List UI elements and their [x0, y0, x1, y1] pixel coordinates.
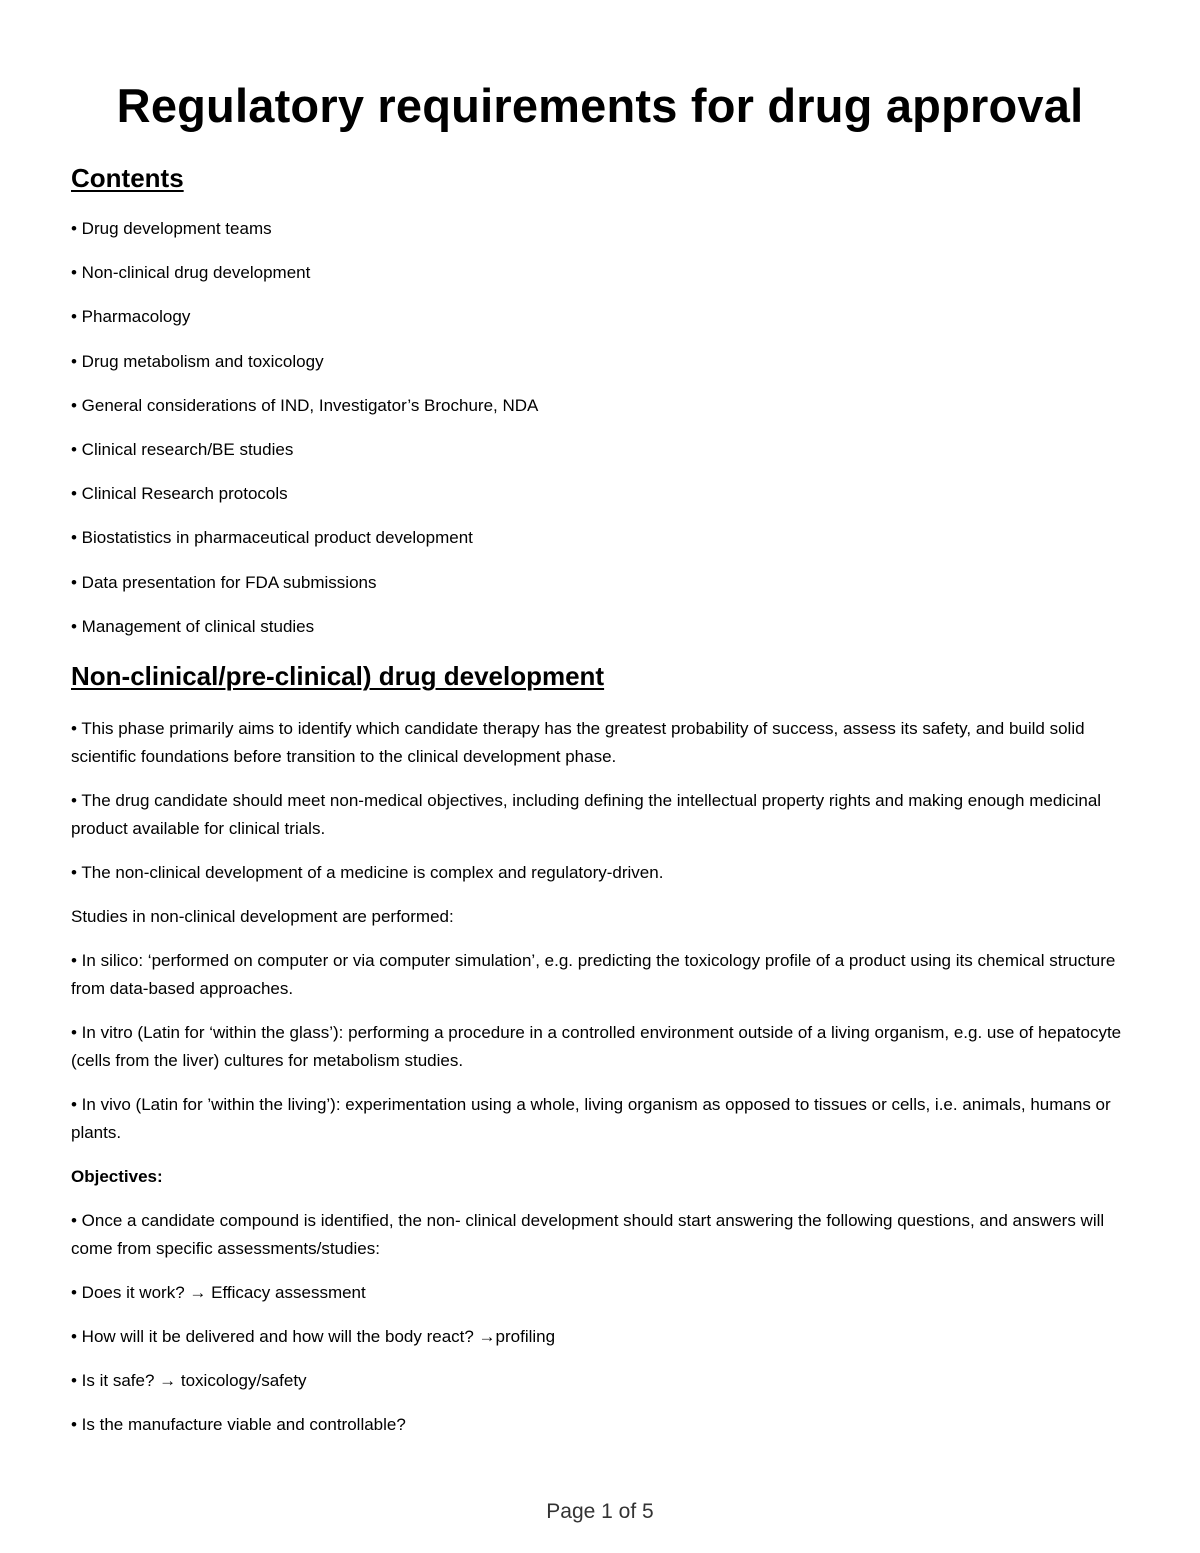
list-item: • Pharmacology — [71, 307, 191, 327]
objectives-label: Objectives: — [71, 1167, 163, 1186]
document-title: Regulatory requirements for drug approval — [116, 79, 1084, 132]
paragraph: Studies in non-clinical development are performed: — [71, 907, 454, 926]
paragraph: • The drug candidate should meet non-medical objectives, including defining the intellectual property rights and making enough medicinal product available for clinical trials. — [71, 791, 1102, 838]
list-item: • Clinical research/BE studies — [71, 439, 294, 459]
paragraph: • How will it be delivered and how will the body react? →profiling — [71, 1327, 556, 1346]
paragraph: • Does it work? → Efficacy assessment — [71, 1283, 366, 1302]
paragraph: • In silico: ‘performed on computer or via computer simulation’, e.g. predicting the toxicology profile of a product using its chemical structure from data-based approaches. — [71, 951, 1116, 998]
page-number: Page 1 of 5 — [546, 1500, 654, 1523]
paragraph: • Once a candidate compound is identified, the non- clinical development should start answering the following questions, and answers will come from specific assessments/studies: — [71, 1211, 1105, 1258]
contents-list — [71, 216, 538, 658]
list-item: • Non-clinical drug development — [71, 263, 311, 283]
list-item: • Drug development teams — [71, 219, 272, 238]
list-item: • Management of clinical studies — [71, 616, 315, 636]
list-item: • Drug metabolism and toxicology — [71, 351, 324, 371]
paragraph: • The non-clinical development of a medicine is complex and regulatory-driven. — [71, 863, 664, 882]
list-item: • Data presentation for FDA submissions — [71, 572, 377, 592]
contents-heading: Contents — [71, 163, 184, 193]
paragraph: • In vitro (Latin for ‘within the glass’): performing a procedure in a controlled environment outside of a living organism, e.g. use of hepatocyte (cells from the liver) cultures for metabolism studies. — [71, 1023, 1122, 1070]
paragraph: • Is the manufacture viable and controllable? — [71, 1415, 406, 1434]
paragraph: • This phase primarily aims to identify which candidate therapy has the greatest probability of success, assess its safety, and build solid scientific foundations before transition to the clinical development phase. — [71, 719, 1085, 766]
list-item: • General considerations of IND, Investigator’s Brochure, NDA — [71, 395, 539, 415]
section-body — [71, 715, 1131, 1455]
paragraph: • In vivo (Latin for ’within the living’): experimentation using a whole, living organism as opposed to tissues or cells, i.e. animals, humans or plants. — [71, 1095, 1111, 1142]
paragraph: • Is it safe? → toxicology/safety — [71, 1371, 307, 1390]
list-item: • Biostatistics in pharmaceutical product development — [71, 528, 473, 548]
section-heading-nonclinical: Non-clinical/pre-clinical) drug development — [71, 661, 605, 691]
list-item: • Clinical Research protocols — [71, 484, 288, 504]
